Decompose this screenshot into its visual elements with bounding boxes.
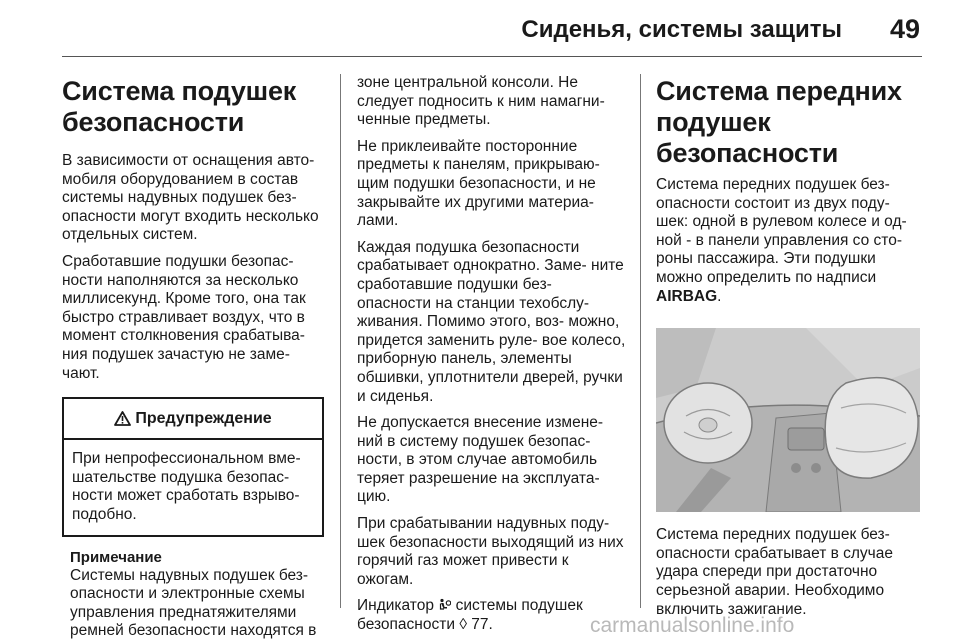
paragraph: В зависимости от оснащения авто- мобиля оборудованием в состав системы надувных подушек без- опасности могут входить несколько отдельных систем. [62,152,319,244]
column-divider [640,74,641,608]
figure-front-airbags [656,328,920,512]
warning-header [64,399,322,440]
watermark: carmanualsonline.info [590,614,795,637]
section-heading: Система передних подушек безопасности [656,76,902,168]
warning-title: Предупреждение [135,409,272,427]
warning-text: При непрофессиональном вме- шательстве подушка безопас- ности может сработать взрыво- подобно. [72,450,301,523]
paragraph: Сработавшие подушки безопас- ности наполняются за несколько миллисекунд. Кроме того, она так быстро стравливает воздух, что в момент столкновения срабатыва- ния подушек зачастую не заме- чают. [62,252,306,382]
column-3 [656,76,924,627]
note-title: Примечание [70,548,162,566]
indicator-paragraph [357,597,627,634]
paragraph: зоне центральной консоли. Не следует подносить к ним намагни- ченные предметы. [357,74,605,129]
deployed-front-airbags-illustration [656,328,920,512]
column-1 [62,76,324,641]
warning-triangle-icon [114,411,131,426]
note-text: Системы надувных подушек без- опасности и электронные схемы управления преднатяжителями ремней безопасности находятся в [70,566,317,640]
header-divider [62,56,922,57]
paragraph: Не допускается внесение измене- ний в систему подушек безопас- ности, в этом случае автомобиль теряет разрешение на эксплуата- цию. [357,414,604,506]
running-header-title: Сиденья, системы защиты [521,16,842,43]
note-block [62,549,324,641]
intro-text: Система передних подушек без- опасности состоит из двух поду- шек: одной в рулевом колесе и од- ной - в панели управления со сто- роны пассажира. Эти подушки можно определить по надписи [656,176,907,286]
paragraph: Каждая подушка безопасности срабатывает однократно. Заме- ните сработавшие подушки без- опасности на станции техобслу- живания. Помимо этого, воз- можно, придется заменить руле- вое колесо, приборную панель, элементы обшивки, уплотнители дверей, ручки и сиденья. [357,238,626,405]
page-number: 49 [889,14,920,44]
paragraph: Не приклеивайте посторонние предметы к панелям, прикрываю- щим подушки безопасности, и не закрывайте их другими материа- лами. [357,137,600,230]
airbag-indicator-icon [438,598,451,612]
column-divider [340,74,341,608]
warning-box [62,397,324,536]
section-heading: Система подушек безопасности [62,76,297,137]
paragraph: Система передних подушек без- опасности срабатывает в случае удара спереди при достаточно серьезной аварии. Необходимо включить зажигание. [656,526,894,618]
airbag-label: AIRBAG [656,287,718,305]
paragraph: Система передних подушек без- опасности состоит из двух поду- шек: одной в рулевом колесе и од- ной - в панели управления со сто- роны пассажира. Эти подушки можно определить по надписи AIRBAG. [656,176,907,305]
page-reference[interactable]: 77. [471,616,493,634]
column-2 [357,74,627,643]
indicator-prefix: Индикатор [357,597,434,615]
warning-body [64,440,322,534]
indicator-suffix: системы подушек безопасности [357,597,583,634]
page-reference-icon: ◊ [459,616,467,634]
paragraph: При срабатывании надувных поду- шек безопасности выходящий из них горячий газ может привести к ожогам. [357,515,624,588]
